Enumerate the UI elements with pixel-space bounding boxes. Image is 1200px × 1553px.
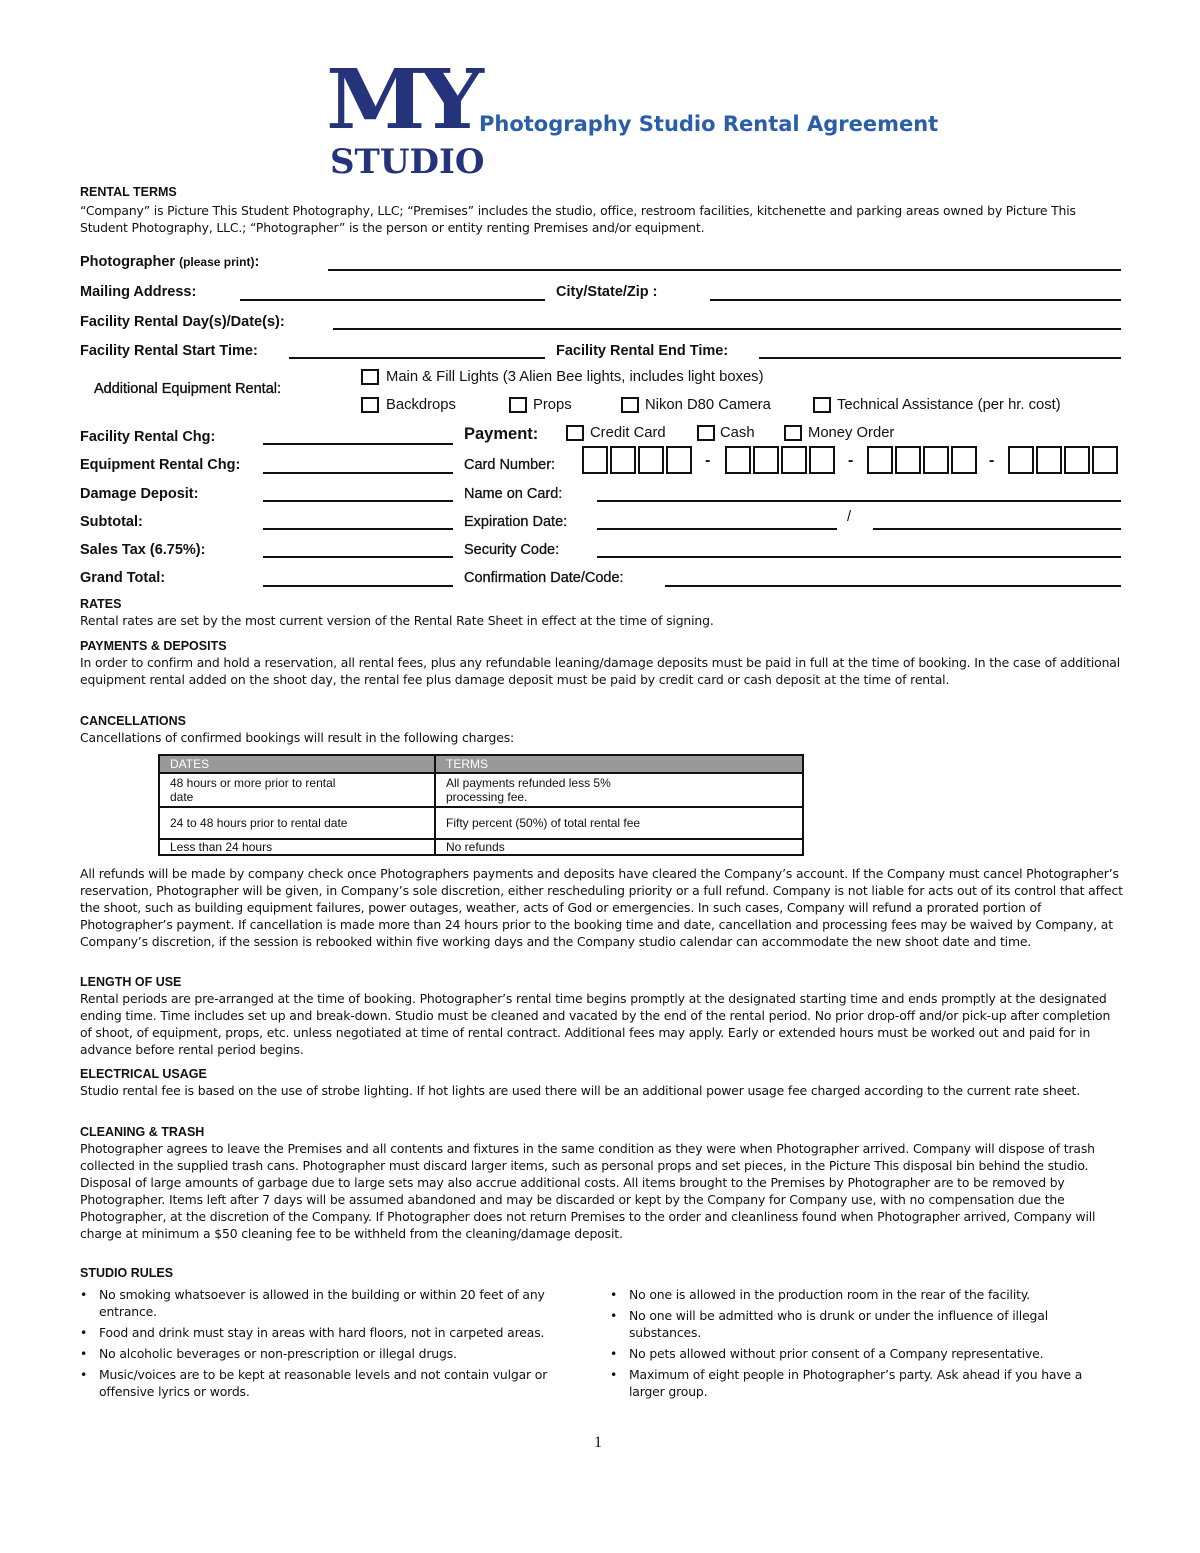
backdrops-checkbox[interactable] xyxy=(361,397,379,413)
start-time-label: Facility Rental Start Time: xyxy=(80,343,258,359)
rental-days-field[interactable] xyxy=(333,328,1121,330)
rates-heading: RATES xyxy=(80,597,122,611)
card-dash-1: - xyxy=(705,452,711,469)
page-title: Photography Studio Rental Agreement xyxy=(479,112,939,136)
cancellations-heading: CANCELLATIONS xyxy=(80,714,187,728)
facility-chg-label: Facility Rental Chg: xyxy=(80,429,216,445)
confirmation-label: Confirmation Date/Code: xyxy=(464,570,624,586)
security-code-label: Security Code: xyxy=(464,542,560,558)
list-item: • No smoking whatsoever is allowed in the building or within 20 feet of any entrance. xyxy=(80,1286,550,1320)
money-order-label: Money Order xyxy=(808,425,895,441)
subtotal-field[interactable] xyxy=(263,528,453,530)
table-header-dates: DATES xyxy=(159,755,435,773)
cancellations-text: Cancellations of confirmed bookings will result in the following charges: xyxy=(80,730,515,745)
list-item: • Music/voices are to be kept at reasonable levels and not contain vulgar or offensive lyrics or words. xyxy=(80,1366,550,1400)
list-item: • No one will be admitted who is drunk or under the influence of illegal substances. xyxy=(610,1307,1110,1341)
list-item: • No alcoholic beverages or non-prescription or illegal drugs. xyxy=(80,1345,550,1362)
logo-my: MY xyxy=(326,50,478,149)
expiration-month-field[interactable] xyxy=(597,528,837,530)
expiration-slash: / xyxy=(847,509,852,525)
mailing-address-field[interactable] xyxy=(240,299,545,301)
name-on-card-field[interactable] xyxy=(597,500,1121,502)
additional-equipment-label: Additional Equipment Rental: xyxy=(94,381,282,397)
camera-checkbox[interactable] xyxy=(621,397,639,413)
table-cell: 24 to 48 hours prior to rental date xyxy=(159,807,435,839)
grand-total-field[interactable] xyxy=(263,585,453,587)
cash-label: Cash xyxy=(720,425,755,441)
security-code-field[interactable] xyxy=(597,556,1121,558)
list-item: • Maximum of eight people in Photographer’s party. Ask ahead if you have a larger group. xyxy=(610,1366,1110,1400)
photographer-field[interactable] xyxy=(328,269,1121,271)
end-time-label: Facility Rental End Time: xyxy=(556,343,729,359)
photographer-label: Photographer (please print): xyxy=(80,254,260,270)
page-number: 1 xyxy=(594,1434,602,1451)
tech-assistance-label: Technical Assistance (per hr. cost) xyxy=(837,397,1061,413)
name-on-card-label: Name on Card: xyxy=(464,486,563,502)
payments-text: In order to confirm and hold a reservation, all rental fees, plus any refundable leaning/damage deposits must be paid in full at the time of booking. In the case of additional equipment rental added on the shoot day, the rental fee plus damage deposit must be paid by credit card or cash deposit at the time of rental. xyxy=(80,655,1121,687)
mailing-address-label: Mailing Address: xyxy=(80,284,197,300)
props-label: Props xyxy=(533,397,572,413)
studio-rules-left xyxy=(80,1286,550,1404)
expiration-year-field[interactable] xyxy=(873,528,1121,530)
camera-label: Nikon D80 Camera xyxy=(645,397,771,413)
length-of-use-heading: LENGTH OF USE xyxy=(80,975,182,989)
length-of-use-text: Rental periods are pre-arranged at the time of booking. Photographer’s rental time begins promptly at the designated starting time and ends promptly at the designated ending time. Time includes set up and break-down. Studio must be cleaned and vacated by the end of the rental period. No prior drop-off and/or pick-up after completion of shoot, of equipment, props, etc. unless negotiated at time of rental contract. Additional fees may apply. Early or extended hours must be worked out and paid for in advance before rental period begins. xyxy=(80,991,1111,1057)
studio-rules-right xyxy=(610,1286,1110,1404)
main-fill-lights-label: Main & Fill Lights (3 Alien Bee lights, includes light boxes) xyxy=(386,369,764,385)
start-time-field[interactable] xyxy=(289,357,545,359)
table-header-terms: TERMS xyxy=(435,755,803,773)
refunds-text: All refunds will be made by company check once Photographers payments and deposits have cleared the Company’s account. If the Company must cancel Photographer’s reservation, Photographer will be given, in Company’s sole discretion, either rescheduling priority or a full refund. Company is not liable for acts out of its control that affect the shoot, such as building equipment failures, power outages, weather, acts of God or emergencies. In such cases, Company will refund a prorated portion of Photographer’s payment. If cancellation is made more than 24 hours prior to the booking time and date, cancellation and processing fees may be waived by Company, at Company’s discretion, if the session is rebooked within five working days and the Company studio calendar can accommodate the new shoot date and time. xyxy=(80,866,1123,949)
logo-studio: STUDIO xyxy=(330,142,485,182)
main-fill-lights-checkbox[interactable] xyxy=(361,369,379,385)
rates-text: Rental rates are set by the most current version of the Rental Rate Sheet in effect at the time of signing. xyxy=(80,613,714,628)
table-cell: All payments refunded less 5% processing fee. xyxy=(435,773,803,807)
city-state-zip-label: City/State/Zip : xyxy=(556,284,658,300)
facility-chg-field[interactable] xyxy=(263,443,453,445)
confirmation-field[interactable] xyxy=(665,585,1121,587)
studio-rules-heading: STUDIO RULES xyxy=(80,1266,174,1280)
sales-tax-field[interactable] xyxy=(263,556,453,558)
credit-card-checkbox[interactable] xyxy=(566,425,584,441)
equipment-chg-label: Equipment Rental Chg: xyxy=(80,457,241,473)
expiration-label: Expiration Date: xyxy=(464,514,568,530)
card-dash-2: - xyxy=(848,452,854,469)
city-state-zip-field[interactable] xyxy=(710,299,1121,301)
grand-total-label: Grand Total: xyxy=(80,570,166,586)
table-row xyxy=(159,807,803,839)
backdrops-label: Backdrops xyxy=(386,397,456,413)
sales-tax-label: Sales Tax (6.75%): xyxy=(80,542,206,558)
cancellation-table xyxy=(158,754,804,856)
payment-label: Payment: xyxy=(464,425,539,443)
cleaning-text: Photographer agrees to leave the Premises and all contents and fixtures in the same condition as they were when Photographer arrived. Company will dispose of trash collected in the supplied trash cans. Photographer must discard larger items, such as personal props and set pieces, in the Picture This disposal bin behind the studio. Disposal of large amounts of garbage due to large sets may also accrue additional costs. All items brought to the Premises by Photographer are to be removed by Photographer. Items left after 7 days will be assumed abandoned and may be discarded or kept by the Company for Company use, with no compensation due the Photographer, at the discretion of the Company. If Photographer does not return Premises to the order and cleanliness found when Photographer arrived, Company will charge at minimum a $50 cleaning fee to be withheld from the cleaning/damage deposit. xyxy=(80,1141,1096,1241)
props-checkbox[interactable] xyxy=(509,397,527,413)
tech-assistance-checkbox[interactable] xyxy=(813,397,831,413)
electrical-heading: ELECTRICAL USAGE xyxy=(80,1067,207,1081)
damage-deposit-field[interactable] xyxy=(263,500,453,502)
table-cell: 48 hours or more prior to rental date xyxy=(159,773,435,807)
table-row xyxy=(159,773,803,807)
list-item: • No one is allowed in the production room in the rear of the facility. xyxy=(610,1286,1110,1303)
rental-terms-text: “Company” is Picture This Student Photography, LLC; “Premises” includes the studio, office, restroom facilities, kitchenette and parking areas owned by Picture This Student Photography, LLC.; “Photographer” is the person or entity renting Premises and/or equipment. xyxy=(80,203,1076,235)
rental-terms-heading: RENTAL TERMS xyxy=(80,185,177,199)
credit-card-label: Credit Card xyxy=(590,425,666,441)
table-cell: Fifty percent (50%) of total rental fee xyxy=(435,807,803,839)
cash-checkbox[interactable] xyxy=(697,425,715,441)
table-cell: No refunds xyxy=(435,839,803,855)
list-item: • No pets allowed without prior consent of a Company representative. xyxy=(610,1345,1110,1362)
cleaning-heading: CLEANING & TRASH xyxy=(80,1125,205,1139)
equipment-chg-field[interactable] xyxy=(263,472,453,474)
electrical-text: Studio rental fee is based on the use of strobe lighting. If hot lights are used there will be an additional power usage fee charged according to the current rate sheet. xyxy=(80,1083,1081,1098)
rental-days-label: Facility Rental Day(s)/Date(s): xyxy=(80,314,285,330)
subtotal-label: Subtotal: xyxy=(80,514,143,530)
end-time-field[interactable] xyxy=(759,357,1121,359)
damage-deposit-label: Damage Deposit: xyxy=(80,486,199,502)
money-order-checkbox[interactable] xyxy=(784,425,802,441)
table-row xyxy=(159,839,803,855)
table-cell: Less than 24 hours xyxy=(159,839,435,855)
payments-heading: PAYMENTS & DEPOSITS xyxy=(80,639,227,653)
card-number-label: Card Number: xyxy=(464,457,556,473)
card-dash-3: - xyxy=(989,452,995,469)
list-item: • Food and drink must stay in areas with hard floors, not in carpeted areas. xyxy=(80,1324,550,1341)
